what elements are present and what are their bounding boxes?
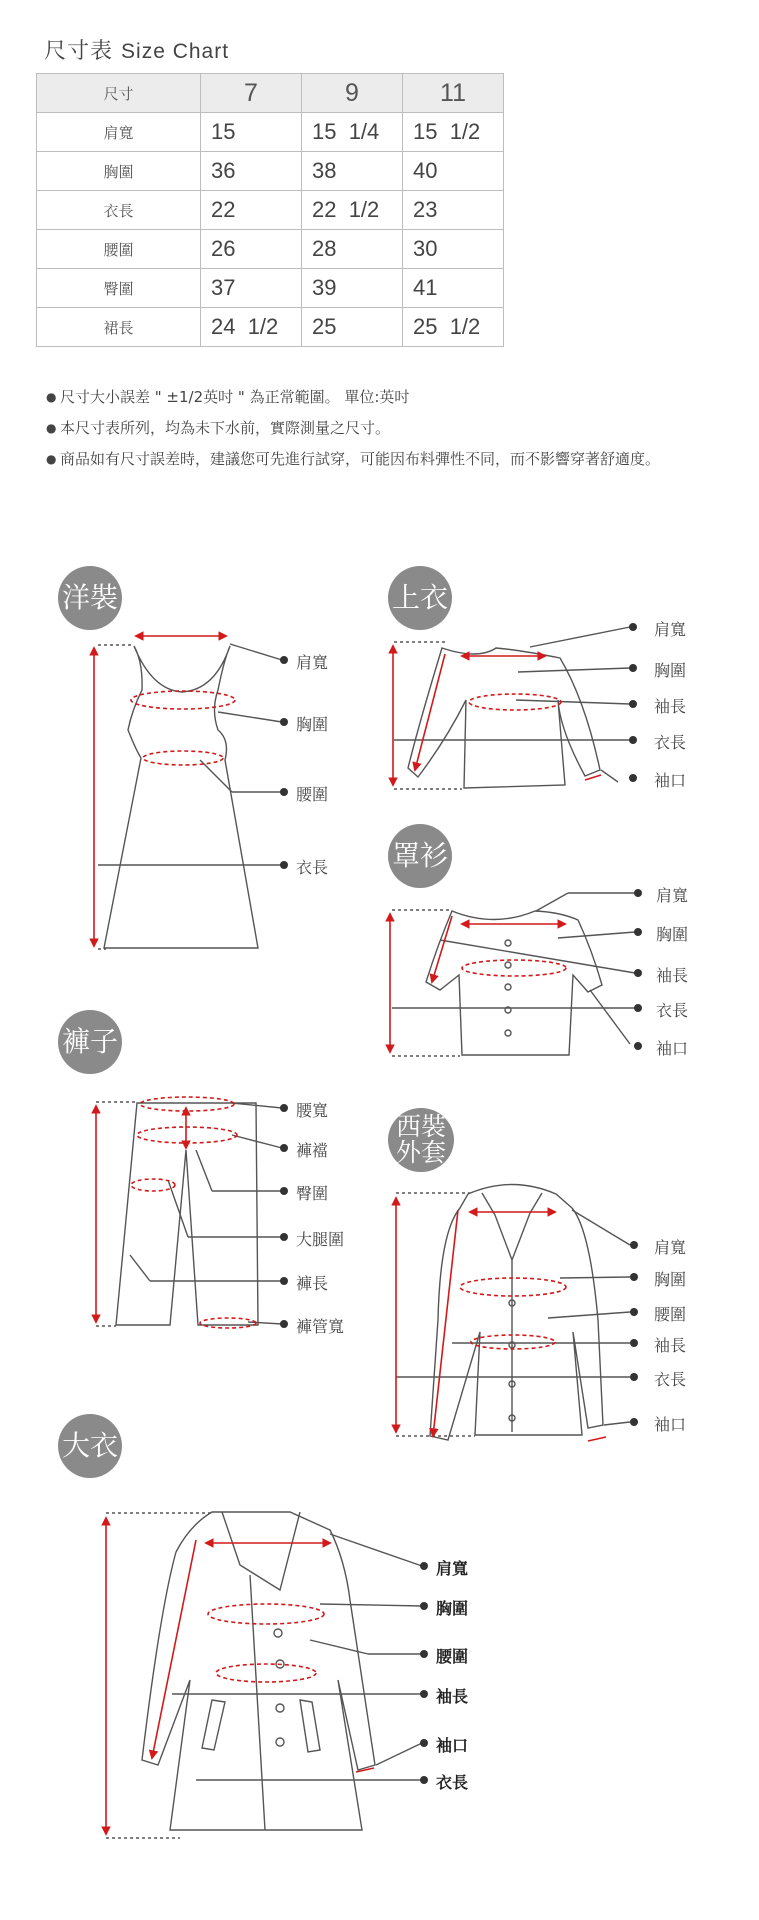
label-pants-thigh: 大腿圍 <box>296 1230 345 1249</box>
label-blazer-length: 衣長 <box>654 1370 687 1389</box>
label-pants-length: 褲長 <box>296 1274 329 1293</box>
badge-pants: 褲子 <box>58 1010 122 1074</box>
bullet-icon: ● <box>46 390 57 404</box>
label-top-shoulder: 肩寬 <box>654 620 687 639</box>
label-coat-shoulder: 肩寬 <box>436 1559 469 1578</box>
badge-dress: 洋裝 <box>58 566 122 630</box>
badge-top: 上衣 <box>388 566 452 630</box>
title-en: Size Chart <box>121 40 230 63</box>
size-header: 9 <box>302 74 403 113</box>
table-cell: 22 <box>201 191 302 230</box>
label-blouse-shoulder: 肩寬 <box>656 886 689 905</box>
table-cell: 24 1/2 <box>201 308 302 347</box>
row-label: 衣長 <box>37 191 201 230</box>
note-item: ● 商品如有尺寸誤差時，建議您可先進行試穿，可能因布料彈性不同，而不影響穿著舒適度。 <box>46 450 661 468</box>
label-blazer-sleeve: 袖長 <box>654 1336 687 1355</box>
top-illustration <box>393 627 630 789</box>
label-coat-cuff: 袖口 <box>436 1736 469 1755</box>
table-cell: 22 1/2 <box>302 191 403 230</box>
label-blazer-cuff: 袖口 <box>654 1415 687 1434</box>
label-top-bust: 胸圍 <box>654 661 687 680</box>
label-blouse-cuff: 袖口 <box>656 1039 689 1058</box>
bullet-icon: ● <box>46 421 57 435</box>
table-corner-label: 尺寸 <box>37 74 201 113</box>
badge-blazer: 西裝 外套 <box>388 1108 454 1172</box>
badge-blouse: 罩衫 <box>388 824 452 888</box>
label-blouse-length: 衣長 <box>656 1001 689 1020</box>
table-cell: 39 <box>302 269 403 308</box>
label-blazer-waist: 腰圍 <box>654 1305 687 1324</box>
dress-illustration <box>94 636 282 949</box>
label-dress-length: 衣長 <box>296 858 329 877</box>
table-cell: 25 <box>302 308 403 347</box>
size-header: 11 <box>403 74 504 113</box>
table-cell: 15 1/4 <box>302 113 403 152</box>
table-cell: 38 <box>302 152 403 191</box>
label-pants-hip: 臀圍 <box>296 1184 329 1203</box>
row-label: 臀圍 <box>37 269 201 308</box>
label-top-sleeve: 袖長 <box>654 697 687 716</box>
label-blazer-bust: 胸圍 <box>654 1270 687 1289</box>
size-header: 7 <box>201 74 302 113</box>
label-coat-sleeve: 袖長 <box>436 1687 469 1706</box>
table-cell: 25 1/2 <box>403 308 504 347</box>
label-pants-hem: 褲管寬 <box>296 1317 345 1336</box>
table-cell: 40 <box>403 152 504 191</box>
table-cell: 28 <box>302 230 403 269</box>
note-item: ● 尺寸大小誤差 " ±1/2英吋 " 為正常範圍。 單位:英吋 <box>46 388 410 406</box>
label-coat-waist: 腰圍 <box>436 1647 469 1666</box>
table-cell: 30 <box>403 230 504 269</box>
row-label: 裙長 <box>37 308 201 347</box>
blouse-illustration <box>390 893 635 1056</box>
label-dress-waist: 腰圍 <box>296 785 329 804</box>
row-label: 腰圍 <box>37 230 201 269</box>
blazer-illustration <box>396 1185 630 1442</box>
label-dress-shoulder: 肩寬 <box>296 653 329 672</box>
label-blouse-sleeve: 袖長 <box>656 966 689 985</box>
label-top-length: 衣長 <box>654 733 687 752</box>
row-label: 胸圍 <box>37 152 201 191</box>
bullet-icon: ● <box>46 452 57 466</box>
table-cell: 23 <box>403 191 504 230</box>
table-cell: 15 1/2 <box>403 113 504 152</box>
table-cell: 37 <box>201 269 302 308</box>
table-cell: 26 <box>201 230 302 269</box>
coat-illustration <box>106 1512 422 1838</box>
label-blazer-shoulder: 肩寬 <box>654 1238 687 1257</box>
badge-coat: 大衣 <box>58 1414 122 1478</box>
table-cell: 36 <box>201 152 302 191</box>
label-pants-rise: 褲襠 <box>296 1141 329 1160</box>
note-item: ● 本尺寸表所列，均為未下水前，實際測量之尺寸。 <box>46 419 391 437</box>
label-coat-length: 衣長 <box>436 1773 469 1792</box>
row-label: 肩寬 <box>37 113 201 152</box>
label-top-cuff: 袖口 <box>654 771 687 790</box>
label-blouse-bust: 胸圍 <box>656 925 689 944</box>
label-coat-bust: 胸圍 <box>436 1599 469 1618</box>
table-cell: 15 <box>201 113 302 152</box>
title-zh: 尺寸表 <box>44 39 114 64</box>
pants-illustration <box>96 1097 282 1328</box>
label-dress-bust: 胸圍 <box>296 715 329 734</box>
label-pants-waist: 腰寬 <box>296 1101 329 1120</box>
table-cell: 41 <box>403 269 504 308</box>
